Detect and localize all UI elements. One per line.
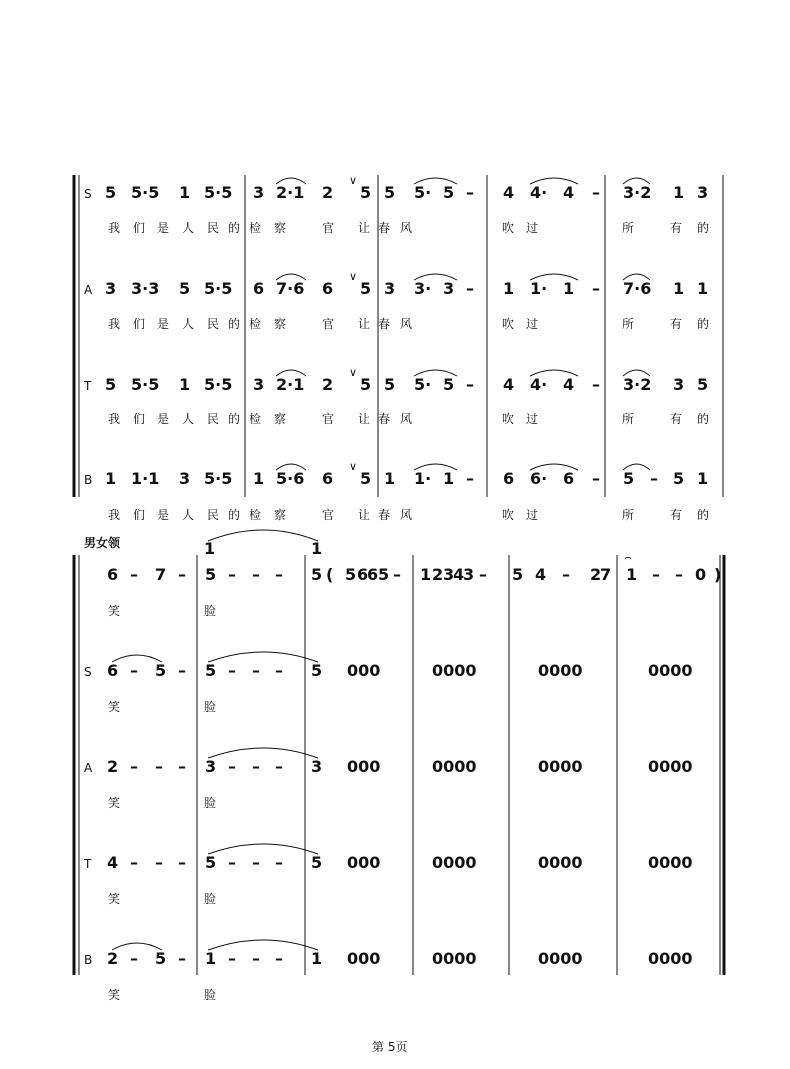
note: 0000	[538, 853, 583, 872]
note: 0000	[538, 949, 583, 968]
lyric: 民	[207, 317, 220, 331]
lyric: 笑	[108, 604, 121, 618]
lyric: 脸	[204, 988, 217, 1002]
lyric: 的	[228, 221, 241, 235]
note: 0000	[648, 661, 693, 680]
lyric: 吹	[502, 221, 515, 235]
note: 5·5	[204, 183, 233, 202]
lyric: 检	[249, 508, 262, 522]
note: 5·5	[131, 183, 160, 202]
note: 3	[205, 757, 217, 776]
note: 5	[105, 375, 117, 394]
lyric: 我	[108, 221, 121, 235]
note: 3	[697, 183, 709, 202]
note: –	[562, 565, 570, 584]
note: 1	[503, 279, 515, 298]
note: –	[650, 469, 658, 488]
note: 5	[205, 853, 217, 872]
note: 0000	[538, 661, 583, 680]
note: 5	[155, 949, 167, 968]
breath-mark: ∨	[349, 270, 358, 283]
section-label: 男女领	[84, 536, 121, 550]
note: 1·	[530, 279, 548, 298]
lyric: 春	[378, 508, 391, 522]
lyric: 有	[670, 221, 683, 235]
lyric: 笑	[108, 988, 121, 1002]
note: 1	[205, 949, 217, 968]
note: 6	[503, 469, 515, 488]
slur	[208, 940, 318, 950]
note: –	[592, 279, 600, 298]
lyric: 的	[228, 412, 241, 426]
lyric: 察	[274, 317, 287, 331]
note: 6	[253, 279, 265, 298]
note: 0000	[432, 949, 477, 968]
note: –	[228, 949, 236, 968]
note: 0000	[432, 757, 477, 776]
note: 5	[443, 375, 455, 394]
lyric: 脸	[204, 700, 217, 714]
breath-mark: ∨	[349, 460, 358, 473]
breath-mark: ∨	[349, 174, 358, 187]
lyric: 风	[400, 508, 413, 522]
note: 5	[697, 375, 709, 394]
note: –	[178, 661, 186, 680]
note: 5·5	[204, 279, 233, 298]
lyric: 吹	[502, 317, 515, 331]
lyric: 过	[526, 221, 539, 235]
lyric: 官	[322, 508, 335, 522]
note: 1	[697, 279, 709, 298]
lyric: 们	[133, 412, 146, 426]
note: –	[275, 949, 283, 968]
note: 5	[443, 183, 455, 202]
slur	[208, 530, 318, 541]
note: 1	[253, 469, 265, 488]
lyric: 吹	[502, 508, 515, 522]
note: 2	[107, 757, 119, 776]
note: 6·	[530, 469, 548, 488]
lyric: 我	[108, 317, 121, 331]
note: 000	[347, 661, 381, 680]
lyric: 人	[182, 412, 195, 426]
note: 0000	[648, 757, 693, 776]
note: 4	[503, 375, 515, 394]
lyric: 的	[697, 317, 710, 331]
note: –	[178, 757, 186, 776]
note: 7	[600, 565, 612, 584]
note: 5	[179, 279, 191, 298]
lyric: 风	[400, 221, 413, 235]
note: 3	[311, 757, 323, 776]
note: 5	[384, 375, 396, 394]
lyric: 脸	[204, 892, 217, 906]
lyric: 官	[322, 317, 335, 331]
note: 3	[463, 565, 475, 584]
note: –	[130, 757, 138, 776]
note: –	[466, 469, 474, 488]
note: 5	[155, 661, 167, 680]
note: 4	[107, 853, 119, 872]
note: –	[228, 565, 236, 584]
note: 3	[443, 279, 455, 298]
note: 0000	[648, 949, 693, 968]
note: 3·	[414, 279, 432, 298]
note: –	[252, 661, 260, 680]
note: 7·6	[623, 279, 652, 298]
note: )	[714, 565, 722, 584]
note: –	[592, 469, 600, 488]
note: –	[130, 565, 138, 584]
lyric: 有	[670, 508, 683, 522]
lyric: 脸	[204, 604, 217, 618]
lyric: 春	[378, 317, 391, 331]
lyric: 的	[697, 508, 710, 522]
lyric: 察	[274, 412, 287, 426]
note: –	[130, 661, 138, 680]
note: (	[326, 565, 334, 584]
note: –	[130, 949, 138, 968]
note: 1	[105, 469, 117, 488]
note: 2	[432, 565, 444, 584]
lyric: 过	[526, 412, 539, 426]
note: 4·	[530, 183, 548, 202]
lyric: 的	[697, 221, 710, 235]
lyric: 脸	[204, 796, 217, 810]
part-label-b: B	[84, 953, 93, 967]
note: 1	[179, 375, 191, 394]
slur	[208, 844, 318, 854]
note: 6	[107, 565, 119, 584]
lyric: 笑	[108, 700, 121, 714]
note: 7	[155, 565, 167, 584]
note: –	[652, 565, 660, 584]
page-number: 第 5页	[372, 1040, 408, 1054]
lyric: 所	[622, 317, 635, 331]
note: –	[675, 565, 683, 584]
lyric: 有	[670, 412, 683, 426]
note: –	[228, 853, 236, 872]
note: –	[178, 949, 186, 968]
lyric: 所	[622, 508, 635, 522]
note: 7·6	[276, 279, 305, 298]
note: 0000	[538, 757, 583, 776]
lyric: 是	[157, 508, 170, 522]
note: –	[275, 565, 283, 584]
note: 5	[205, 565, 217, 584]
lyric: 民	[207, 412, 220, 426]
part-label-s: S	[84, 665, 92, 679]
note: 3	[253, 183, 265, 202]
note: –	[155, 853, 163, 872]
slur	[208, 748, 318, 758]
note: 5	[311, 853, 323, 872]
note: 1	[179, 183, 191, 202]
note: 4	[563, 375, 575, 394]
lyric: 我	[108, 508, 121, 522]
note: 1	[673, 279, 685, 298]
note: 1	[626, 565, 638, 584]
note: 6	[367, 565, 379, 584]
lyric: 们	[133, 317, 146, 331]
note: 1	[384, 469, 396, 488]
lyric: 是	[157, 221, 170, 235]
note: 5	[623, 469, 635, 488]
note: 000	[347, 853, 381, 872]
note: 3	[105, 279, 117, 298]
note: 5	[360, 469, 372, 488]
note: –	[252, 949, 260, 968]
note: –	[228, 757, 236, 776]
note: 6	[107, 661, 119, 680]
note: 3	[443, 565, 455, 584]
note: 5	[384, 183, 396, 202]
note: –	[252, 757, 260, 776]
note: 1	[563, 279, 575, 298]
note: 0000	[648, 853, 693, 872]
note: 1	[697, 469, 709, 488]
breath-mark: ∨	[349, 366, 358, 379]
part-label-b: B	[84, 473, 93, 487]
note: 5	[673, 469, 685, 488]
part-label-a: A	[84, 761, 93, 775]
note: –	[275, 853, 283, 872]
lyric: 春	[378, 412, 391, 426]
lyric: 察	[274, 221, 287, 235]
note: 2·1	[276, 375, 305, 394]
lyric: 的	[228, 508, 241, 522]
note: –	[178, 565, 186, 584]
note: 5·	[414, 375, 432, 394]
lyric: 检	[249, 317, 262, 331]
note: 5·5	[204, 375, 233, 394]
lyric: 人	[182, 317, 195, 331]
lyric: 有	[670, 317, 683, 331]
note: 5	[105, 183, 117, 202]
note: 5	[311, 661, 323, 680]
part-label-a: A	[84, 283, 93, 297]
note: –	[275, 661, 283, 680]
note: 2	[107, 949, 119, 968]
note: 5·5	[131, 375, 160, 394]
lyric: 笑	[108, 796, 121, 810]
note: 1	[311, 949, 323, 968]
lyric: 让	[358, 412, 371, 426]
note: 1	[673, 183, 685, 202]
note: –	[592, 183, 600, 202]
lyric: 风	[400, 317, 413, 331]
lyric: 检	[249, 221, 262, 235]
lyric: 风	[400, 412, 413, 426]
note: 5	[311, 565, 323, 584]
part-label-t: T	[84, 379, 92, 393]
note: 0	[695, 565, 707, 584]
lyric: 所	[622, 221, 635, 235]
note: 3	[384, 279, 396, 298]
note: –	[252, 853, 260, 872]
lyric: 的	[228, 317, 241, 331]
note: –	[466, 279, 474, 298]
note: 1	[204, 539, 216, 558]
note: 5	[360, 375, 372, 394]
note: –	[393, 565, 401, 584]
note: 5·5	[204, 469, 233, 488]
lyric: 过	[526, 317, 539, 331]
note: 000	[347, 757, 381, 776]
lyric: 吹	[502, 412, 515, 426]
note: 4·	[530, 375, 548, 394]
note: 4	[453, 565, 465, 584]
lyric: 检	[249, 412, 262, 426]
lyric: 春	[378, 221, 391, 235]
lyric: 民	[207, 221, 220, 235]
note: 5	[512, 565, 524, 584]
lyric: 是	[157, 412, 170, 426]
note: 4	[563, 183, 575, 202]
lyric: 官	[322, 221, 335, 235]
note: –	[252, 565, 260, 584]
note: 3·2	[623, 183, 652, 202]
note: 0000	[432, 853, 477, 872]
lyric: 官	[322, 412, 335, 426]
note: 4	[535, 565, 547, 584]
note: –	[228, 661, 236, 680]
lyric: 人	[182, 221, 195, 235]
lyric: 民	[207, 508, 220, 522]
part-label-t: T	[84, 857, 92, 871]
note: –	[155, 757, 163, 776]
note: 1	[443, 469, 455, 488]
lyric: 让	[358, 508, 371, 522]
note: –	[275, 757, 283, 776]
lyric: 过	[526, 508, 539, 522]
note: 1	[420, 565, 432, 584]
note: 6	[563, 469, 575, 488]
note: 5	[360, 279, 372, 298]
note: –	[592, 375, 600, 394]
note: 1	[311, 539, 323, 558]
note: 1·	[414, 469, 432, 488]
note: 2	[322, 375, 334, 394]
lyric: 是	[157, 317, 170, 331]
lyric: 察	[274, 508, 287, 522]
note: 3	[253, 375, 265, 394]
note: 5	[205, 661, 217, 680]
note: –	[479, 565, 487, 584]
note: 3·3	[131, 279, 160, 298]
note: 5·	[414, 183, 432, 202]
note: 2	[322, 183, 334, 202]
note: 2·1	[276, 183, 305, 202]
fermata: ⌢	[624, 550, 632, 564]
note: –	[466, 183, 474, 202]
note: 5	[378, 565, 390, 584]
note: 3	[179, 469, 191, 488]
lyric: 我	[108, 412, 121, 426]
lyric: 让	[358, 317, 371, 331]
note: 5	[360, 183, 372, 202]
note: 1·1	[131, 469, 160, 488]
part-label-s: S	[84, 187, 92, 201]
lyric: 人	[182, 508, 195, 522]
note: 6	[322, 279, 334, 298]
note: 6	[322, 469, 334, 488]
note: 0000	[432, 661, 477, 680]
note: –	[466, 375, 474, 394]
note: –	[178, 853, 186, 872]
lyric: 的	[697, 412, 710, 426]
lyric: 笑	[108, 892, 121, 906]
lyric: 让	[358, 221, 371, 235]
note: 3·2	[623, 375, 652, 394]
note: 000	[347, 949, 381, 968]
note: 5	[345, 565, 357, 584]
lyric: 们	[133, 508, 146, 522]
note: 6	[357, 565, 369, 584]
note: –	[130, 853, 138, 872]
note: 3	[673, 375, 685, 394]
note: 4	[503, 183, 515, 202]
note: 5·6	[276, 469, 305, 488]
slur	[208, 652, 318, 662]
lyric: 们	[133, 221, 146, 235]
note: 2	[590, 565, 602, 584]
lyric: 所	[622, 412, 635, 426]
